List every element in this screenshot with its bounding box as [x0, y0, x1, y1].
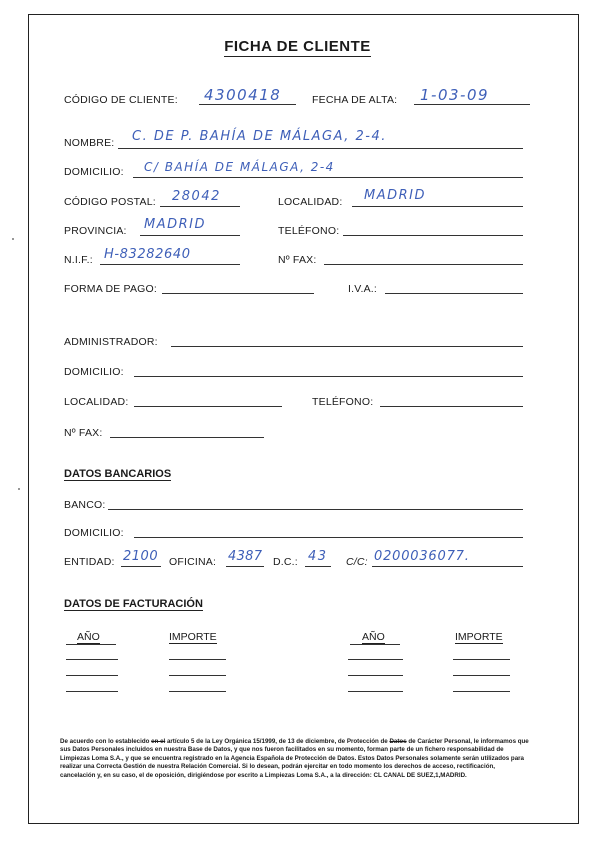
admin-locality-line[interactable]	[134, 406, 282, 407]
amount-column-header-left: IMPORTE	[169, 631, 217, 643]
province-line	[140, 235, 240, 236]
province-value[interactable]: MADRID	[144, 217, 206, 232]
phone-line[interactable]	[343, 235, 523, 236]
entity-value[interactable]: 2100	[123, 549, 159, 564]
tax-id-value[interactable]: H-83282640	[104, 247, 191, 262]
bank-section-heading: DATOS BANCARIOS	[64, 468, 172, 480]
check-digit-label: D.C.:	[273, 556, 298, 568]
bank-line[interactable]	[108, 509, 523, 510]
check-digit-line	[305, 566, 331, 567]
year-column-header-right: AÑO	[362, 631, 385, 643]
bank-address-label: DOMICILIO:	[64, 527, 124, 539]
billing-amount-cell[interactable]	[169, 691, 226, 692]
tax-id-line	[100, 264, 240, 265]
postal-code-value[interactable]: 28042	[172, 189, 221, 204]
admin-fax-line[interactable]	[110, 437, 264, 438]
billing-amount-cell[interactable]	[169, 675, 226, 676]
name-value[interactable]: C. DE P. BAHÍA DE MÁLAGA, 2-4.	[132, 129, 387, 144]
address-label: DOMICILIO:	[64, 166, 124, 178]
admin-address-line[interactable]	[134, 376, 523, 377]
payment-method-label: FORMA DE PAGO:	[64, 283, 158, 295]
administrator-line[interactable]	[171, 346, 523, 347]
scan-speck	[12, 238, 14, 240]
fax-line[interactable]	[324, 264, 523, 265]
locality-line	[352, 206, 523, 207]
year-header-underline-right	[350, 644, 400, 645]
client-code-line	[199, 104, 296, 105]
province-label: PROVINCIA:	[64, 225, 127, 237]
locality-label: LOCALIDAD:	[278, 196, 343, 208]
billing-year-cell[interactable]	[348, 675, 403, 676]
billing-year-cell[interactable]	[348, 691, 403, 692]
name-label: NOMBRE:	[64, 137, 115, 149]
postal-code-line	[160, 206, 240, 207]
client-code-value[interactable]: 4300418	[204, 86, 282, 104]
admin-locality-label: LOCALIDAD:	[64, 396, 129, 408]
account-label: C/C:	[346, 556, 368, 568]
branch-line	[226, 566, 264, 567]
billing-section-heading: DATOS DE FACTURACIÓN	[64, 598, 203, 610]
billing-amount-cell[interactable]	[453, 659, 510, 660]
fax-label: Nº FAX:	[278, 254, 317, 266]
vat-label: I.V.A.:	[348, 283, 378, 295]
vat-line[interactable]	[385, 293, 523, 294]
bank-address-line[interactable]	[134, 537, 523, 538]
account-value[interactable]: 0200036077.	[374, 549, 470, 564]
amount-column-header-right: IMPORTE	[455, 631, 503, 643]
billing-year-cell[interactable]	[348, 659, 403, 660]
client-code-label: CÓDIGO DE CLIENTE:	[64, 94, 178, 106]
billing-year-cell[interactable]	[66, 691, 118, 692]
admin-phone-label: TELÉFONO:	[312, 396, 374, 408]
tax-id-label: N.I.F.:	[64, 254, 93, 266]
billing-amount-cell[interactable]	[169, 659, 226, 660]
scan-speck	[18, 488, 20, 490]
registration-date-line	[414, 104, 530, 105]
struck-text: en el	[151, 738, 166, 745]
privacy-notice: De acuerdo con lo establecido en el artículo 5 de la Ley Orgánica 15/1999, de 13 de diciembre, de Protección de Datos de Carácter Personal, le informamos que sus Datos Personales incluidos en nuestra Base de Datos, y que nos fueron facilitados en su momento, forman parte de un fichero responsabilidad de Limpiezas Loma S.A., y que se encuentra registrado en la Agencia Española de Protección de Datos. Estos Datos Personales solamente serán utilizados para realizar una Correcta Gestión de nuestra Relación Comercial. Si lo desean, podrán ejercitar en todo momento los derechos de acceso, rectificación, cancelación y, en su caso, el de oposición, dirigiéndose por escrito a Limpiezas Loma S.A., a la dirección: CL CANAL DE SUEZ,1,MADRID.	[60, 738, 529, 779]
branch-value[interactable]: 4387	[228, 549, 263, 564]
billing-amount-cell[interactable]	[453, 675, 510, 676]
struck-text: Datos	[389, 738, 407, 745]
page-title: FICHA DE CLIENTE	[224, 38, 371, 55]
admin-fax-label: Nº FAX:	[64, 427, 103, 439]
admin-address-label: DOMICILIO:	[64, 366, 124, 378]
administrator-label: ADMINISTRADOR:	[64, 336, 158, 348]
postal-code-label: CÓDIGO POSTAL:	[64, 196, 156, 208]
entity-line	[121, 566, 161, 567]
year-header-underline-left	[66, 644, 116, 645]
phone-label: TELÉFONO:	[278, 225, 340, 237]
payment-method-line[interactable]	[162, 293, 314, 294]
account-line	[372, 566, 523, 567]
registration-date-label: FECHA DE ALTA:	[312, 94, 398, 106]
branch-label: OFICINA:	[169, 556, 217, 568]
check-digit-value[interactable]: 43	[308, 549, 328, 564]
billing-year-cell[interactable]	[66, 675, 118, 676]
locality-value[interactable]: MADRID	[364, 188, 426, 203]
bank-label: BANCO:	[64, 499, 106, 511]
billing-year-cell[interactable]	[66, 659, 118, 660]
registration-date-value[interactable]: 1-03-09	[420, 86, 490, 104]
billing-amount-cell[interactable]	[453, 691, 510, 692]
name-line	[118, 148, 523, 149]
entity-label: ENTIDAD:	[64, 556, 115, 568]
address-value[interactable]: C/ BAHÍA DE MÁLAGA, 2-4	[144, 160, 335, 174]
admin-phone-line[interactable]	[380, 406, 523, 407]
year-column-header-left: AÑO	[77, 631, 100, 643]
address-line	[133, 177, 523, 178]
